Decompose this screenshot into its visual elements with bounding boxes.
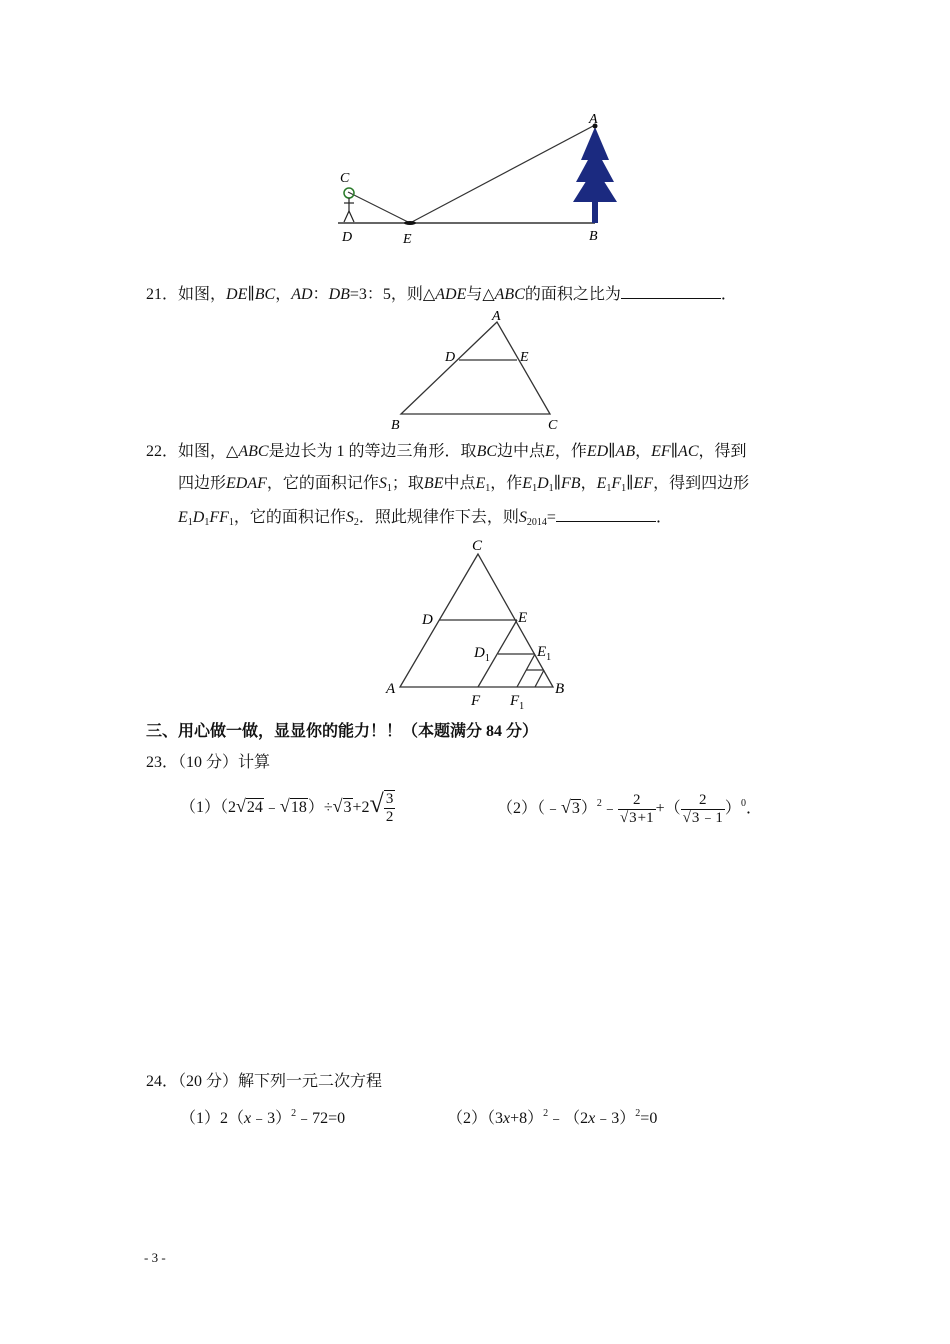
question-23-part1: （1）（2√24﹣√18）÷√3+2√ $\frac{3}{2}$ [180, 789, 394, 826]
figure-tree-shadow [330, 110, 630, 250]
question-21: 21．如图，DE∥BC，AD：DB=3：5，则△ADE与△ABC的面积之比为 ． [146, 286, 737, 303]
fig22-E1: $E_1$ [537, 644, 552, 663]
fig21-E: E [520, 350, 529, 365]
question-24-heading: 24．（20 分）解下列一元二次方程 [146, 1073, 383, 1090]
label-C: C [340, 171, 350, 186]
label-E: E [403, 232, 412, 247]
question-22-line3: $E_1D_1FF_1$，它的面积记作$S_2$．照此规律作下去，则$S_{2014}=$ ． [178, 509, 672, 528]
fig21-A: A [492, 309, 501, 324]
fig22-B: B [555, 681, 565, 697]
question-24-part1: （1）2（x﹣3）$^2$﹣72=0 [180, 1108, 346, 1127]
answer-blank[interactable] [556, 507, 656, 522]
label-D: D [342, 230, 353, 245]
fig21-B: B [391, 418, 400, 433]
fig22-E: E [518, 610, 528, 626]
fig21-C: C [548, 418, 558, 433]
figure-triangle-abc [378, 532, 578, 712]
question-24-part2: $(2)(3x+8)^2﹣(2x﹣3)^2=0$ [447, 1108, 658, 1127]
question-22-line2: 四边形EDAF，它的面积记作$S_1$；取BE中点$E_1$，作$E_1D_1\parallel FB$，$E_1F_1\parallel EF$，得到四边形 [178, 475, 750, 494]
fig22-A: A [386, 681, 396, 697]
label-B: B [589, 229, 598, 244]
fig21-D: D [445, 350, 456, 365]
section-3-heading: 三、用心做一做，显显你的能力！！（本题满分 84 分） [146, 723, 539, 740]
question-22-line1: 22．如图，△ABC是边长为 1 的等边三角形．取BC边中点E，作ED∥AB，EF∥AC，得到 [146, 443, 747, 460]
fig22-D: D [422, 612, 433, 628]
fig22-F1: $F_1$ [510, 693, 525, 712]
fig22-D1: $D_1$ [474, 645, 490, 664]
fig22-C: C [472, 538, 483, 554]
figure-triangle-ade [385, 308, 565, 433]
page-number: - 3 - [144, 1250, 166, 1265]
label-A: A [589, 112, 598, 127]
question-23-heading: 23．（10 分）计算 [146, 754, 271, 771]
question-23-part2: （2）（﹣√3）$^2$﹣ $\frac{2}{√3+1}$ +（ $\frac{2}{√3﹣1}$ ）$^0$． [497, 791, 762, 826]
fig22-F: F [471, 693, 481, 709]
answer-blank[interactable] [621, 284, 721, 299]
